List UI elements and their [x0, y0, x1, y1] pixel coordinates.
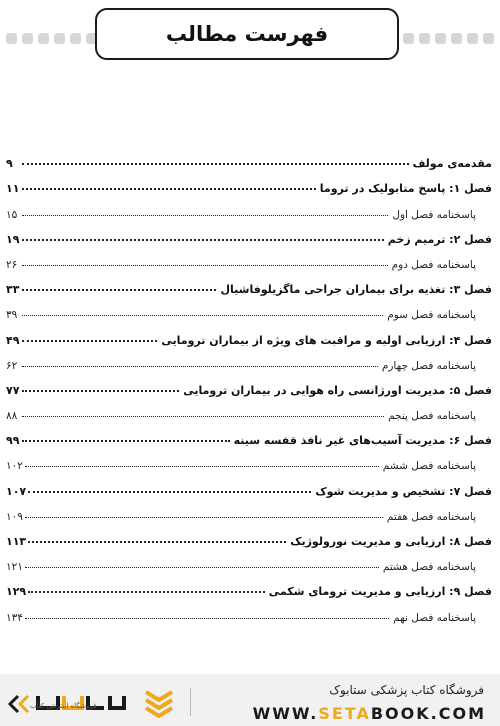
dot-leader: [22, 390, 179, 392]
toc-entry-title: پاسخنامه فصل سوم: [387, 309, 476, 322]
toc-answer-row[interactable]: [0, 447, 500, 472]
footer-separator: [190, 688, 191, 716]
toc-answer-row[interactable]: [0, 498, 500, 523]
table-of-contents: [0, 145, 500, 624]
toc-chapter-row[interactable]: [0, 145, 500, 170]
toc-entry-title: پاسخنامه فصل هشتم: [382, 561, 476, 574]
dot-leader: [22, 366, 378, 367]
dot-leader: [22, 315, 383, 316]
toc-answer-row[interactable]: [0, 397, 500, 422]
url-accent: SETA: [318, 704, 371, 723]
dot-leader: [22, 188, 316, 190]
toc-entry-title: پاسخنامه فصل چهارم: [381, 359, 476, 372]
dot: [6, 33, 17, 44]
toc-chapter-row[interactable]: [0, 422, 500, 447]
toc-answer-row[interactable]: [0, 296, 500, 321]
dot: [54, 33, 65, 44]
toc-page-number: ۱۲۱: [6, 561, 23, 574]
dot-leader: [22, 239, 384, 241]
dot-leader: [22, 340, 157, 342]
dot-leader: [28, 591, 265, 593]
toc-page-number: ۱۰۷: [6, 484, 27, 498]
toc-page-number: ۳۹: [6, 309, 18, 322]
toc-page-number: ۲۶: [6, 258, 18, 271]
toc-entry-title: فصل ۲: ترمیم زخم: [387, 232, 492, 246]
decorative-dots-right: [403, 33, 494, 44]
toc-answer-row[interactable]: [0, 598, 500, 623]
toc-chapter-row[interactable]: [0, 523, 500, 548]
website-url[interactable]: [253, 704, 486, 723]
toc-answer-row[interactable]: [0, 195, 500, 220]
logo-caption: فروشگاه اینترنتی کتاب: [30, 702, 97, 710]
chevrons-icon: [6, 693, 32, 715]
dot-leader: [22, 215, 388, 216]
toc-entry-title: فصل ۵: مدیریت اورژانسی راه هوایی در بیماران ترومایی: [183, 383, 492, 397]
toc-entry-title: پاسخنامه فصل دوم: [391, 258, 476, 271]
shop-name: فروشگاه کتاب پزشکی ستابوک: [329, 683, 484, 697]
toc-page-number: ۳۳: [6, 283, 20, 297]
toc-entry-title: مقدمه‌ی مولف: [412, 157, 492, 171]
toc-chapter-row[interactable]: [0, 221, 500, 246]
toc-page-number: ۱۰۹: [6, 510, 23, 523]
dot: [70, 33, 81, 44]
toc-page-number: ۴۹: [6, 333, 20, 347]
dot: [483, 33, 494, 44]
toc-chapter-row[interactable]: [0, 321, 500, 346]
toc-entry-title: فصل ۷: تشخیص و مدیریت شوک: [315, 484, 492, 498]
dot-leader: [28, 491, 311, 493]
toc-page-number: ۹۹: [6, 434, 20, 448]
dot-leader: [28, 541, 286, 543]
toc-answer-row[interactable]: [0, 347, 500, 372]
footer-banner: [0, 674, 500, 726]
toc-chapter-row[interactable]: [0, 372, 500, 397]
toc-page-number: ۹: [6, 157, 13, 171]
toc-page-number: ۷۷: [6, 383, 20, 397]
dot: [467, 33, 478, 44]
book-stack-icon: [142, 686, 176, 718]
toc-page-number: ۸۸: [6, 410, 18, 423]
page-title: فهرست مطالب: [165, 22, 329, 46]
toc-entry-title: پاسخنامه فصل هفتم: [386, 510, 476, 523]
dot: [403, 33, 414, 44]
toc-page-number: ۱۱: [6, 182, 20, 196]
toc-entry-title: فصل ۶: مدیریت آسیب‌های غیر نافذ قفسه سینه: [233, 434, 492, 448]
dot-leader: [22, 416, 384, 417]
toc-chapter-row[interactable]: [0, 573, 500, 598]
toc-entry-title: فصل ۳: تغذیه برای بیماران جراحی ماگزیلوفاشیال: [220, 283, 492, 297]
toc-page-number: ۱۹: [6, 232, 20, 246]
dot-leader: [25, 618, 389, 619]
toc-entry-title: پاسخنامه فصل اول: [392, 208, 476, 221]
dot-leader: [22, 163, 409, 165]
toc-page-number: ۱۰۲: [6, 460, 23, 473]
dot-leader: [25, 517, 383, 518]
toc-entry-title: فصل ۸: ارزیابی و مدیریت نورولوژیک: [290, 535, 492, 548]
toc-entry-title: پاسخنامه فصل پنجم: [388, 410, 476, 423]
dot: [22, 33, 33, 44]
toc-page-number: ۱۲۹: [6, 585, 27, 599]
dot-leader: [25, 466, 379, 467]
dot: [38, 33, 49, 44]
toc-page-number: ۱۳۴: [6, 611, 23, 624]
toc-chapter-row[interactable]: [0, 472, 500, 497]
toc-page-number: ۶۲: [6, 359, 18, 372]
toc-entry-title: فصل ۱: پاسخ متابولیک در تروما: [319, 182, 492, 196]
toc-chapter-row[interactable]: [0, 170, 500, 195]
toc-chapter-row[interactable]: [0, 271, 500, 296]
toc-answer-row[interactable]: [0, 246, 500, 271]
dot-leader: [22, 289, 216, 291]
toc-page-number: ۱۱۳: [6, 535, 27, 548]
toc-entry-title: پاسخنامه فصل نهم: [393, 611, 476, 624]
dot-leader: [22, 265, 388, 266]
dot: [435, 33, 446, 44]
dot-leader: [25, 567, 379, 568]
toc-entry-title: فصل ۴: ارزیابی اولیه و مراقبت های ویژه از بیماران ترومایی: [161, 333, 492, 347]
toc-answer-row[interactable]: [0, 548, 500, 573]
url-prefix: WWW.: [252, 704, 319, 723]
dot-leader: [22, 440, 230, 442]
toc-entry-title: فصل ۹: ارزیابی و مدیریت ترومای شکمی: [268, 585, 492, 599]
toc-entry-title: پاسخنامه فصل ششم: [382, 460, 476, 473]
header-band: [0, 0, 500, 70]
dot: [419, 33, 430, 44]
url-suffix: BOOK.COM: [370, 704, 486, 723]
dot: [451, 33, 462, 44]
toc-page-number: ۱۵: [6, 208, 18, 221]
decorative-dots-left: [6, 33, 97, 44]
title-frame: [95, 8, 399, 60]
